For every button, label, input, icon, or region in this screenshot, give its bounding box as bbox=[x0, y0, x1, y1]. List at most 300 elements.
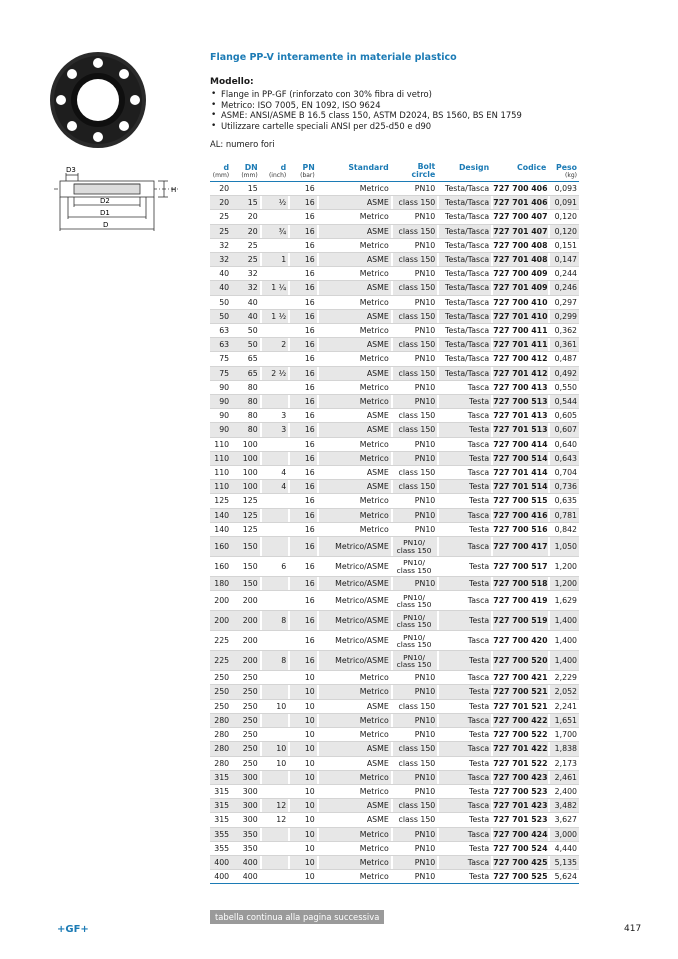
table-row bbox=[210, 728, 579, 742]
cell-code: 727 701 411 bbox=[493, 338, 548, 352]
cell-d-inch bbox=[262, 728, 288, 742]
cell-d: 90 bbox=[219, 411, 230, 421]
label-h: H bbox=[171, 186, 177, 194]
cell-code: 727 700 411 bbox=[493, 326, 548, 336]
cell-d-inch bbox=[262, 238, 288, 252]
cell-pn: 16 bbox=[290, 423, 316, 437]
table-row bbox=[210, 338, 579, 352]
table-row bbox=[210, 253, 579, 267]
cell-design: Testa bbox=[469, 496, 490, 506]
col-header-standard: Standard bbox=[348, 163, 389, 172]
cell-standard: Metrico bbox=[359, 240, 389, 250]
feature-list bbox=[210, 89, 522, 131]
table-row bbox=[210, 591, 579, 611]
cell-weight: 0,244 bbox=[554, 269, 577, 279]
cell-weight: 1,838 bbox=[550, 742, 579, 756]
cell-weight: 0,607 bbox=[550, 423, 579, 437]
cell-d: 315 bbox=[210, 770, 231, 784]
cell-dn: 250 bbox=[231, 742, 260, 756]
table-row bbox=[210, 827, 579, 841]
cell-standard: Metrico bbox=[319, 713, 391, 727]
table-row bbox=[210, 380, 579, 394]
table-row bbox=[210, 210, 579, 224]
cell-standard: Metrico bbox=[359, 843, 389, 853]
cell-bolt-circle: class 150 bbox=[398, 815, 436, 825]
cell-weight: 0,120 bbox=[550, 224, 579, 238]
cell-bolt-circle: class 150 bbox=[393, 799, 437, 813]
table-body bbox=[210, 182, 579, 884]
cell-d: 90 bbox=[210, 423, 231, 437]
cell-d-inch: 12 bbox=[276, 815, 287, 825]
feature-item: • Utilizzare cartelle speciali ANSI per d25-d50 e d90 bbox=[210, 121, 522, 132]
cell-design: Tasca bbox=[467, 596, 490, 606]
cell-weight: 1,200 bbox=[550, 577, 579, 591]
label-d2: D2 bbox=[100, 197, 110, 205]
cell-code: 727 700 524 bbox=[493, 843, 548, 853]
cell-bolt-circle: PN10 bbox=[414, 326, 436, 336]
cell-dn: 125 bbox=[231, 508, 260, 522]
cell-code: 727 700 410 bbox=[493, 297, 548, 307]
cell-standard: ASME bbox=[319, 423, 391, 437]
cell-bolt-circle: PN10 bbox=[393, 577, 437, 591]
cell-dn: 300 bbox=[231, 799, 260, 813]
cell-code: 727 700 424 bbox=[493, 827, 548, 841]
label-d1: D1 bbox=[100, 209, 110, 217]
cell-code: 727 700 423 bbox=[493, 770, 548, 784]
cell-d: 25 bbox=[219, 212, 230, 222]
cell-weight: 2,461 bbox=[550, 770, 579, 784]
table-header-row bbox=[210, 163, 579, 182]
cell-pn: 10 bbox=[304, 872, 315, 882]
cell-weight: 4,440 bbox=[554, 843, 577, 853]
table-row bbox=[210, 651, 579, 671]
feature-item: • Flange in PP-GF (rinforzato con 30% fibra di vetro) bbox=[210, 89, 522, 100]
cell-bolt-circle: class 150 bbox=[398, 758, 436, 768]
table-row bbox=[210, 508, 579, 522]
cell-standard: Metrico/ASME bbox=[335, 562, 389, 572]
cell-code: 727 701 414 bbox=[493, 468, 548, 478]
cell-d-inch: 8 bbox=[262, 651, 288, 671]
table-row bbox=[210, 409, 579, 423]
cell-weight: 1,050 bbox=[550, 537, 579, 557]
cell-design: Testa bbox=[439, 395, 491, 409]
table-row bbox=[210, 799, 579, 813]
cell-standard: ASME bbox=[366, 758, 389, 768]
cell-design: Testa/Tasca bbox=[439, 196, 491, 210]
cell-d-inch: ¾ bbox=[262, 224, 288, 238]
cell-pn: 16 bbox=[304, 269, 315, 279]
table-row bbox=[210, 352, 579, 366]
table-row bbox=[210, 451, 579, 465]
cell-d: 250 bbox=[214, 701, 230, 711]
cell-dn: 20 bbox=[247, 212, 258, 222]
cell-code: 727 700 412 bbox=[493, 354, 548, 364]
cell-dn: 65 bbox=[247, 354, 258, 364]
cell-design: Tasca bbox=[439, 713, 491, 727]
cell-standard: ASME bbox=[366, 468, 389, 478]
cell-weight: 2,400 bbox=[554, 786, 577, 796]
cell-d: 280 bbox=[214, 730, 230, 740]
cell-weight: 5,135 bbox=[550, 855, 579, 869]
cell-d: 50 bbox=[219, 297, 230, 307]
cell-d-inch bbox=[262, 671, 288, 685]
cell-code: 727 700 416 bbox=[493, 508, 548, 522]
cell-code: 727 700 414 bbox=[493, 439, 548, 449]
cell-design: Testa bbox=[439, 611, 491, 631]
cell-bolt-circle: PN10 bbox=[393, 451, 437, 465]
cell-code: 727 700 518 bbox=[493, 577, 548, 591]
cell-d-inch: ½ bbox=[262, 196, 288, 210]
cell-d-inch bbox=[262, 352, 288, 366]
cell-d: 140 bbox=[210, 508, 231, 522]
cell-d: 32 bbox=[210, 253, 231, 267]
cell-pn: 16 bbox=[304, 354, 315, 364]
cell-bolt-circle: class 150 bbox=[393, 366, 437, 380]
cell-bolt-circle: class 150 bbox=[393, 253, 437, 267]
cell-code: 727 701 514 bbox=[493, 480, 548, 494]
cell-design: Testa bbox=[469, 701, 490, 711]
cell-dn: 80 bbox=[247, 411, 258, 421]
cell-weight: 0,297 bbox=[554, 297, 577, 307]
cell-bolt-circle: PN10/ class 150 bbox=[396, 558, 432, 575]
cell-code: 727 701 413 bbox=[493, 411, 548, 421]
cell-design: Testa/Tasca bbox=[445, 354, 490, 364]
cell-d: 225 bbox=[210, 651, 231, 671]
cell-d-inch: 8 bbox=[262, 611, 288, 631]
cell-code: 727 700 515 bbox=[493, 496, 548, 506]
cell-d-inch bbox=[262, 494, 288, 508]
cell-standard: Metrico bbox=[359, 496, 389, 506]
cell-pn: 16 bbox=[290, 253, 316, 267]
table-row bbox=[210, 713, 579, 727]
cell-pn: 16 bbox=[304, 496, 315, 506]
cell-pn: 16 bbox=[290, 196, 316, 210]
cell-pn: 16 bbox=[290, 309, 316, 323]
cell-d-inch: 3 bbox=[262, 423, 288, 437]
table-row bbox=[210, 182, 579, 196]
col-header-design: Design bbox=[458, 163, 490, 172]
cell-bolt-circle: PN10 bbox=[414, 184, 436, 193]
cell-d-inch bbox=[262, 522, 288, 536]
cell-bolt-circle: class 150 bbox=[398, 701, 436, 711]
cell-d: 125 bbox=[214, 496, 230, 506]
table-row bbox=[210, 577, 579, 591]
al-note: AL: numero fori bbox=[210, 139, 275, 149]
col-header-bolt-circle: Bolt circle bbox=[411, 162, 436, 179]
cell-pn: 10 bbox=[304, 730, 315, 740]
cell-weight: 0,492 bbox=[550, 366, 579, 380]
cell-dn: 40 bbox=[247, 297, 258, 307]
table-row bbox=[210, 267, 579, 281]
cell-design: Testa bbox=[469, 815, 490, 825]
cell-bolt-circle: PN10 bbox=[393, 395, 437, 409]
product-table bbox=[210, 163, 579, 884]
cell-standard: ASME bbox=[319, 196, 391, 210]
cell-d: 250 bbox=[214, 673, 230, 683]
cell-d-inch: 10 bbox=[262, 742, 288, 756]
cell-pn: 10 bbox=[290, 685, 316, 699]
cell-code: 727 701 406 bbox=[493, 196, 548, 210]
cell-d: 63 bbox=[219, 326, 230, 336]
cell-standard: Metrico bbox=[319, 508, 391, 522]
cell-d-inch: 1 ¼ bbox=[262, 281, 288, 295]
cell-pn: 10 bbox=[290, 855, 316, 869]
cell-standard: Metrico bbox=[359, 872, 389, 882]
cell-design: Tasca bbox=[467, 439, 490, 449]
table-row bbox=[210, 494, 579, 508]
cell-pn: 16 bbox=[304, 596, 315, 606]
page-number: 417 bbox=[624, 924, 642, 934]
cell-code: 727 701 521 bbox=[493, 701, 548, 711]
cell-bolt-circle: PN10 bbox=[414, 354, 436, 364]
cell-weight: 0,643 bbox=[550, 451, 579, 465]
cell-pn: 10 bbox=[304, 701, 315, 711]
cell-weight: 0,550 bbox=[554, 382, 577, 392]
cell-d-inch bbox=[262, 267, 288, 281]
cell-code: 727 700 520 bbox=[493, 651, 548, 671]
cell-standard: Metrico bbox=[359, 382, 389, 392]
table-row bbox=[210, 522, 579, 536]
cell-code: 727 701 523 bbox=[493, 815, 548, 825]
cell-standard: Metrico/ASME bbox=[335, 596, 389, 606]
cell-standard: ASME bbox=[319, 480, 391, 494]
cell-d: 160 bbox=[214, 562, 230, 572]
cell-weight: 0,299 bbox=[550, 309, 579, 323]
cell-weight: 1,200 bbox=[554, 562, 577, 572]
cell-design: Testa bbox=[469, 786, 490, 796]
table-row bbox=[210, 537, 579, 557]
cell-bolt-circle: PN10 bbox=[414, 382, 436, 392]
table-row bbox=[210, 631, 579, 651]
cell-dn: 32 bbox=[247, 269, 258, 279]
cell-dn: 100 bbox=[231, 451, 260, 465]
cell-dn: 200 bbox=[242, 636, 258, 646]
flange-photo-icon bbox=[48, 50, 148, 150]
cell-dn: 300 bbox=[242, 786, 258, 796]
cell-d-inch bbox=[262, 713, 288, 727]
cell-design: Testa bbox=[439, 577, 491, 591]
cell-d: 32 bbox=[219, 240, 230, 250]
cell-d-inch bbox=[262, 577, 288, 591]
cell-d: 200 bbox=[210, 611, 231, 631]
cell-d-inch bbox=[262, 295, 288, 309]
cell-standard: ASME bbox=[319, 338, 391, 352]
cell-weight: 1,400 bbox=[554, 636, 577, 646]
feature-item: • ASME: ANSI/ASME B 16.5 class 150, ASTM D2024, BS 1560, BS EN 1759 bbox=[210, 110, 522, 121]
col-header-d-mm: d (mm) bbox=[212, 163, 230, 179]
cell-d-inch bbox=[262, 685, 288, 699]
col-header-code: Codice bbox=[517, 163, 547, 172]
cell-d-inch bbox=[262, 591, 288, 611]
cell-bolt-circle: PN10 bbox=[414, 673, 436, 683]
cell-dn: 80 bbox=[231, 395, 260, 409]
cell-weight: 1,400 bbox=[550, 611, 579, 631]
cell-code: 727 701 412 bbox=[493, 366, 548, 380]
cell-d: 280 bbox=[214, 758, 230, 768]
cell-design: Testa bbox=[439, 685, 491, 699]
cell-d-inch: 1 bbox=[262, 253, 288, 267]
cell-pn: 10 bbox=[290, 827, 316, 841]
cell-d-inch bbox=[262, 870, 288, 884]
cell-dn: 40 bbox=[231, 309, 260, 323]
label-d: D bbox=[103, 221, 109, 229]
cell-dn: 250 bbox=[242, 730, 258, 740]
table-row bbox=[210, 480, 579, 494]
cell-weight: 0,246 bbox=[550, 281, 579, 295]
cell-bolt-circle: PN10/ class 150 bbox=[393, 537, 437, 557]
cell-design: Testa bbox=[469, 758, 490, 768]
cell-standard: Metrico/ASME bbox=[319, 537, 391, 557]
cell-pn: 16 bbox=[290, 651, 316, 671]
cell-code: 727 700 413 bbox=[493, 382, 548, 392]
cell-design: Testa/Tasca bbox=[439, 366, 491, 380]
cell-design: Testa/Tasca bbox=[439, 338, 491, 352]
cell-standard: Metrico/ASME bbox=[335, 636, 389, 646]
cell-weight: 0,640 bbox=[554, 439, 577, 449]
col-header-weight: Peso (kg) bbox=[556, 163, 577, 179]
cell-dn: 300 bbox=[242, 815, 258, 825]
cell-bolt-circle: PN10/ class 150 bbox=[396, 632, 432, 649]
cell-code: 727 700 521 bbox=[493, 685, 548, 699]
cell-dn: 32 bbox=[231, 281, 260, 295]
cell-pn: 16 bbox=[304, 184, 315, 193]
cell-pn: 16 bbox=[290, 224, 316, 238]
cell-pn: 16 bbox=[290, 577, 316, 591]
cell-pn: 16 bbox=[304, 240, 315, 250]
cell-design: Tasca bbox=[439, 855, 491, 869]
cell-d-inch: 10 bbox=[276, 701, 287, 711]
cell-d: 20 bbox=[219, 184, 230, 193]
cell-weight: 0,147 bbox=[550, 253, 579, 267]
cell-d-inch: 12 bbox=[262, 799, 288, 813]
cell-weight: 3,482 bbox=[550, 799, 579, 813]
cell-dn: 250 bbox=[242, 701, 258, 711]
cell-pn: 16 bbox=[304, 468, 315, 478]
cell-dn: 150 bbox=[231, 537, 260, 557]
cell-d-inch bbox=[262, 380, 288, 394]
cell-pn: 16 bbox=[304, 524, 315, 534]
page-title: Flange PP-V interamente in materiale plastico bbox=[210, 52, 457, 63]
cell-d: 160 bbox=[210, 537, 231, 557]
cell-d-inch bbox=[262, 631, 288, 651]
cell-pn: 16 bbox=[304, 212, 315, 222]
cell-bolt-circle: PN10 bbox=[414, 843, 436, 853]
cell-bolt-circle: class 150 bbox=[393, 338, 437, 352]
cell-d-inch: 2 bbox=[262, 338, 288, 352]
cell-design: Testa/Tasca bbox=[439, 281, 491, 295]
cell-bolt-circle: PN10 bbox=[414, 524, 436, 534]
cell-design: Testa bbox=[439, 423, 491, 437]
cell-d: 110 bbox=[214, 468, 230, 478]
cell-d: 40 bbox=[219, 269, 230, 279]
table-row bbox=[210, 855, 579, 869]
cell-dn: 250 bbox=[242, 758, 258, 768]
label-d3: D3 bbox=[66, 166, 76, 174]
cell-d-inch bbox=[262, 324, 288, 338]
cell-bolt-circle: class 150 bbox=[393, 480, 437, 494]
cell-standard: ASME bbox=[319, 799, 391, 813]
cell-bolt-circle: PN10 bbox=[414, 439, 436, 449]
cell-weight: 2,229 bbox=[554, 673, 577, 683]
cell-d: 180 bbox=[210, 577, 231, 591]
table-row bbox=[210, 742, 579, 756]
cell-standard: Metrico bbox=[319, 827, 391, 841]
cell-d-inch: 6 bbox=[281, 562, 287, 572]
cell-standard: Metrico bbox=[359, 354, 389, 364]
cell-d: 20 bbox=[210, 196, 231, 210]
cell-code: 727 700 514 bbox=[493, 451, 548, 465]
cell-d-inch bbox=[262, 841, 288, 855]
cell-d: 400 bbox=[210, 855, 231, 869]
cell-pn: 16 bbox=[304, 382, 315, 392]
cell-standard: Metrico bbox=[319, 395, 391, 409]
cell-design: Testa bbox=[469, 524, 490, 534]
cell-pn: 10 bbox=[304, 758, 315, 768]
cell-d: 40 bbox=[210, 281, 231, 295]
cell-standard: Metrico bbox=[319, 451, 391, 465]
cell-code: 727 700 517 bbox=[493, 562, 548, 572]
cell-pn: 10 bbox=[290, 770, 316, 784]
table-row bbox=[210, 699, 579, 713]
cell-d: 110 bbox=[210, 451, 231, 465]
cell-pn: 10 bbox=[304, 843, 315, 853]
cell-d-inch bbox=[262, 784, 288, 798]
table-row bbox=[210, 238, 579, 252]
cell-bolt-circle: PN10 bbox=[414, 240, 436, 250]
cell-dn: 25 bbox=[231, 253, 260, 267]
cell-dn: 125 bbox=[242, 524, 258, 534]
cell-code: 727 700 513 bbox=[493, 395, 548, 409]
feature-item: • Metrico: ISO 7005, EN 1092, ISO 9624 bbox=[210, 100, 522, 111]
col-header-d-inch: d (inch) bbox=[268, 163, 287, 179]
cell-d-inch bbox=[262, 827, 288, 841]
cell-code: 727 700 525 bbox=[493, 872, 548, 882]
cell-design: Testa bbox=[469, 872, 490, 882]
cell-weight: 0,781 bbox=[550, 508, 579, 522]
cell-bolt-circle: PN10/ class 150 bbox=[393, 611, 437, 631]
cell-bolt-circle: class 150 bbox=[393, 281, 437, 295]
table-row bbox=[210, 841, 579, 855]
cell-code: 727 700 523 bbox=[493, 786, 548, 796]
cell-dn: 100 bbox=[242, 468, 258, 478]
cell-standard: ASME bbox=[319, 281, 391, 295]
cell-dn: 200 bbox=[231, 651, 260, 671]
cell-standard: ASME bbox=[319, 366, 391, 380]
cell-d-inch bbox=[262, 210, 288, 224]
cell-d: 400 bbox=[214, 872, 230, 882]
cell-standard: Metrico bbox=[359, 730, 389, 740]
cell-dn: 50 bbox=[231, 338, 260, 352]
cell-d-inch bbox=[262, 770, 288, 784]
cell-d: 200 bbox=[214, 596, 230, 606]
cell-weight: 1,651 bbox=[550, 713, 579, 727]
cell-bolt-circle: class 150 bbox=[393, 224, 437, 238]
cell-dn: 80 bbox=[231, 423, 260, 437]
cell-pn: 10 bbox=[304, 673, 315, 683]
cell-dn: 350 bbox=[231, 827, 260, 841]
cell-d: 280 bbox=[210, 742, 231, 756]
cell-standard: ASME bbox=[319, 224, 391, 238]
cell-bolt-circle: PN10 bbox=[393, 508, 437, 522]
cell-standard: Metrico bbox=[359, 673, 389, 683]
table-row bbox=[210, 770, 579, 784]
cell-d-inch bbox=[262, 451, 288, 465]
table-row bbox=[210, 309, 579, 323]
cell-bolt-circle: class 150 bbox=[393, 309, 437, 323]
cell-standard: ASME bbox=[366, 815, 389, 825]
cell-code: 727 700 422 bbox=[493, 713, 548, 727]
cell-pn: 16 bbox=[290, 338, 316, 352]
